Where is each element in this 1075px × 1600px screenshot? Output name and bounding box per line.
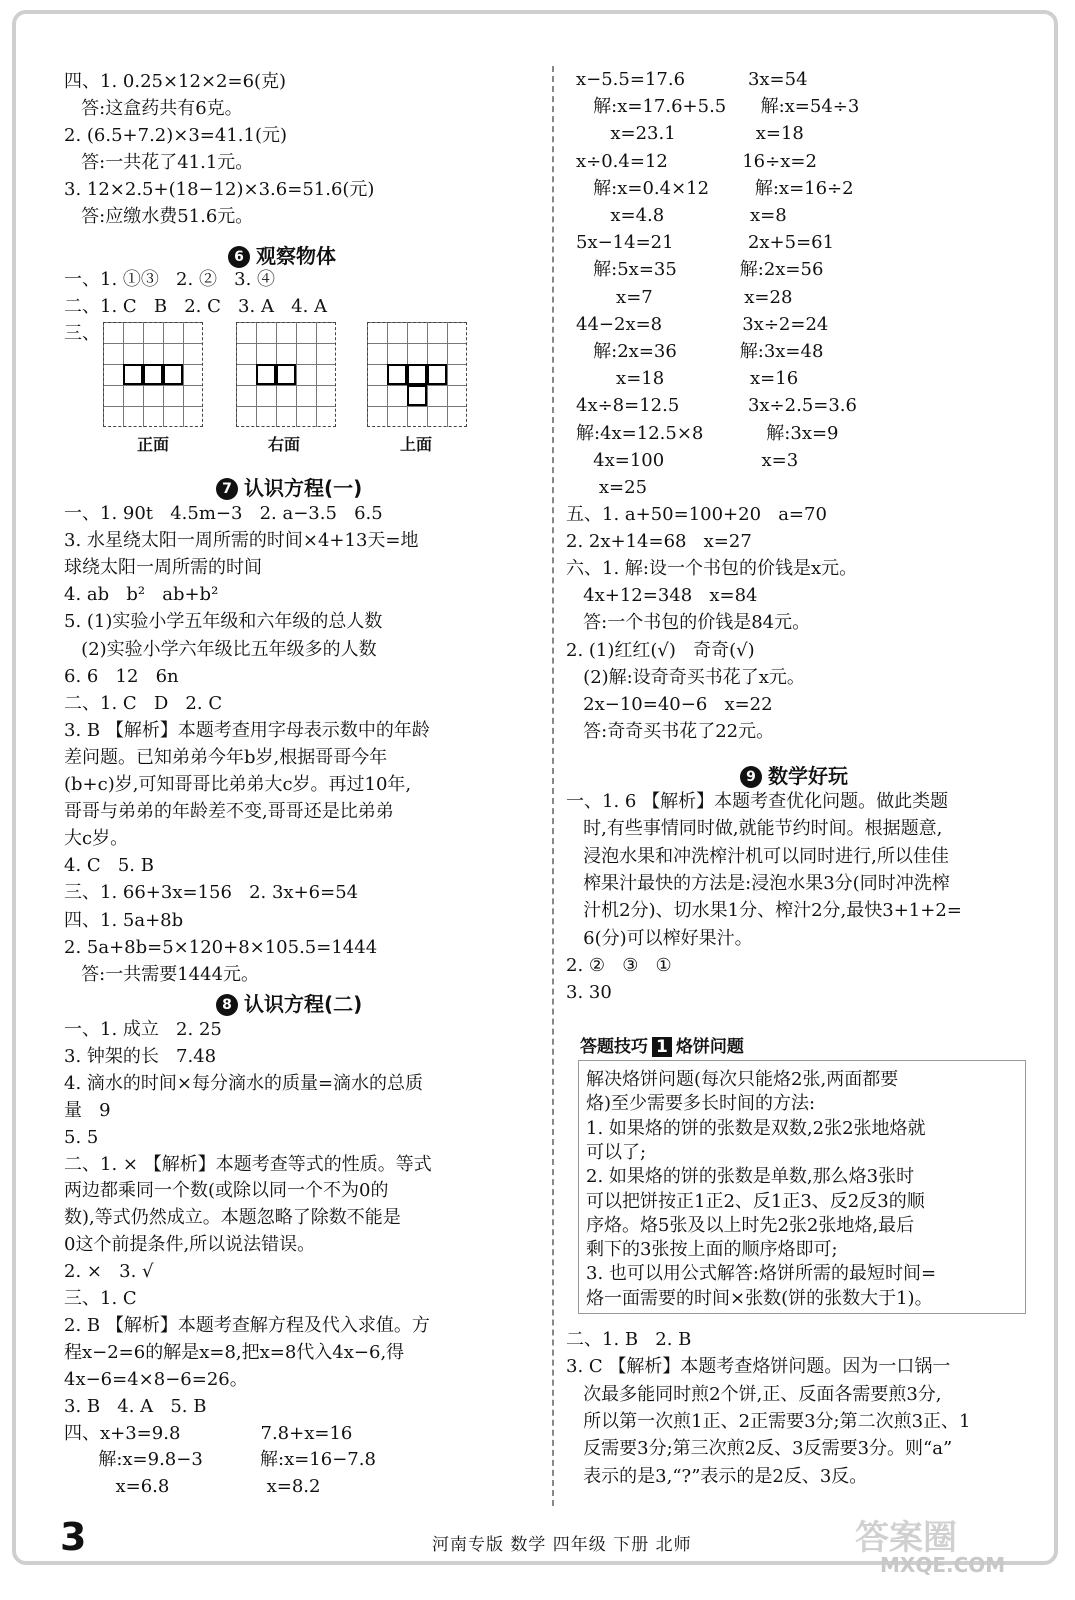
caption-top: 上面 <box>400 435 433 454</box>
text-line: 4x−6=4×8−6=26。 <box>64 1368 248 1390</box>
text-line: 答:奇奇买书花了22元。 <box>566 720 775 742</box>
section-heading <box>216 988 362 1017</box>
column-divider <box>552 66 554 1506</box>
text-line: x=18 x=16 <box>576 368 799 390</box>
text-line: 0这个前提条件,所以说法错误。 <box>64 1234 316 1256</box>
text-line: 六、1. 解:设一个书包的价钱是x元。 <box>566 558 858 580</box>
text-line: x÷0.4=12 16÷x=2 <box>576 150 817 172</box>
text-line: 剩下的3张按上面的顺序烙即可; <box>586 1239 838 1261</box>
text-line: x=4.8 x=8 <box>576 205 787 226</box>
section-number-badge: 7 <box>216 478 238 500</box>
text-line: 5. 5 <box>64 1126 99 1148</box>
text-line: 浸泡水果和冲洗榨汁机可以同时进行,所以佳佳 <box>566 845 949 867</box>
text-line: 3. 钟架的长 7.48 <box>64 1045 217 1067</box>
tip-badge: 1 <box>652 1037 672 1057</box>
text-line: 答:应缴水费51.6元。 <box>64 206 254 227</box>
text-line: 二、1. B 2. B <box>566 1329 692 1350</box>
text-line: 2x−10=40−6 x=22 <box>566 693 773 715</box>
text-line: 答:一个书包的价钱是84元。 <box>566 612 811 634</box>
text-line: 数),等式仍然成立。本题忽略了除数不能是 <box>64 1207 401 1229</box>
text-line: 4. C 5. B <box>64 855 154 877</box>
tip-box <box>578 1060 1026 1314</box>
text-line: x=6.8 x=8.2 <box>64 1476 321 1498</box>
text-line: 二、1. × 【解析】本题考查等式的性质。等式 <box>64 1153 432 1175</box>
text-line: 2. ② ③ ① <box>566 954 672 976</box>
text-line: 两边都乘同一个数(或除以同一个不为0的 <box>64 1180 389 1202</box>
text-line: 解:x=9.8−3 解:x=16−7.8 <box>64 1449 376 1471</box>
text-line: 4x+12=348 x=84 <box>566 585 758 607</box>
text-line: 汁机2分)、切水果1分、榨汁2分,最快3+1+2= <box>566 900 962 922</box>
text-line: 3. 也可以用公式解答:烙饼所需的最短时间= <box>586 1263 937 1285</box>
text-line: 答:一共花了41.1元。 <box>64 152 254 173</box>
text-line: (b+c)岁,可知哥哥比弟弟大c岁。再过10年, <box>64 774 412 795</box>
page-number: 3 <box>60 1515 87 1559</box>
text-line: 2. × 3. √ <box>64 1261 154 1283</box>
text-line: 2. B 【解析】本题考查解方程及代入求值。方 <box>64 1314 430 1336</box>
text-line: x−5.5=17.6 3x=54 <box>576 69 808 90</box>
view-grid-right <box>236 322 336 427</box>
text-line: 解:x=0.4×12 解:x=16÷2 <box>576 177 854 199</box>
text-line: 四、x+3=9.8 7.8+x=16 <box>64 1422 353 1444</box>
text-line: 6. 6 12 6n <box>64 665 179 687</box>
text-line: 表示的是3,“?”表示的是2反、3反。 <box>566 1465 868 1487</box>
text-line: 序烙。烙5张及以上时先2张2张地烙,最后 <box>586 1214 915 1236</box>
text-line: (2)解:设奇奇买书花了x元。 <box>566 666 805 688</box>
text-line: x=23.1 x=18 <box>576 123 804 145</box>
text-line: 二、1. C B 2. C 3. A 4. A <box>64 296 328 317</box>
text-line: 五、1. a+50=100+20 a=70 <box>566 504 827 525</box>
text-line: 一、1. ①③ 2. ② 3. ④ <box>64 269 276 290</box>
text-line: 2. 2x+14=68 x=27 <box>566 531 752 553</box>
text-line: 烙)至少需要多长时间的方法: <box>586 1093 816 1115</box>
section-number-badge: 8 <box>216 994 238 1016</box>
text-line: 解:5x=35 解:2x=56 <box>576 259 824 281</box>
section-heading <box>740 760 848 789</box>
section-number-badge: 9 <box>740 766 762 788</box>
text-line: 三、1. C <box>64 1288 137 1309</box>
text-line: 一、1. 成立 2. 25 <box>64 1019 222 1040</box>
tip-heading <box>580 1032 744 1057</box>
text-line: 时,有些事情同时做,就能节约时间。根据题意, <box>566 818 943 840</box>
section-number-badge: 6 <box>228 246 250 268</box>
footer-text: 河南专版 数学 四年级 下册 北师 <box>432 1535 692 1555</box>
text-line: 4. 滴水的时间×每分滴水的质量=滴水的总质 <box>64 1072 424 1094</box>
text-line: x=7 x=28 <box>576 286 793 308</box>
text-line: 4. ab b² ab+b² <box>64 584 219 606</box>
text-line: 5. (1)实验小学五年级和六年级的总人数 <box>64 611 383 633</box>
section-title: 认识方程(二) <box>244 992 363 1016</box>
caption-right: 右面 <box>268 435 301 454</box>
section-heading <box>228 240 336 269</box>
text-line: 一、1. 90t 4.5m−3 2. a−3.5 6.5 <box>64 503 383 524</box>
section-heading <box>216 472 362 501</box>
text-line: 可以把饼按正1正2、反1正3、反2反3的顺 <box>586 1190 925 1212</box>
text-line: 3. 30 <box>566 982 612 1004</box>
section-title: 观察物体 <box>256 244 336 268</box>
text-line: 3. B 4. A 5. B <box>64 1395 207 1417</box>
view-grid-top <box>367 322 467 427</box>
text-line: 2. (6.5+7.2)×3=41.1(元) <box>64 125 288 146</box>
watermark-url: MXQE.COM <box>880 1553 1006 1577</box>
text-line: 一、1. 6 【解析】本题考查优化问题。做此类题 <box>566 791 949 812</box>
view-grid-front <box>103 322 203 427</box>
text-line: 答:一共需要1444元。 <box>64 963 260 985</box>
text-line: 3. C 【解析】本题考查烙饼问题。因为一口锅一 <box>566 1356 951 1378</box>
text-line: 四、1. 5a+8b <box>64 909 184 931</box>
text-line: 四、1. 0.25×12×2=6(克) <box>64 71 287 92</box>
text-line: 二、1. C D 2. C <box>64 692 223 714</box>
text-line: 榨果汁最快的方法是:浸泡水果3分(同时冲洗榨 <box>566 872 950 894</box>
text-line: 量 9 <box>64 1099 111 1121</box>
text-line: 2. (1)红红(√) 奇奇(√) <box>566 639 755 661</box>
text-line: 解:4x=12.5×8 解:3x=9 <box>576 422 839 444</box>
text-line: 解:2x=36 解:3x=48 <box>576 341 824 362</box>
text-line: 5x−14=21 2x+5=61 <box>576 232 835 254</box>
text-line: 次最多能同时煎2个饼,正、反面各需要煎3分, <box>566 1383 942 1405</box>
caption-front: 正面 <box>137 435 170 454</box>
text-line: x=25 <box>576 477 648 498</box>
text-line: (2)实验小学六年级比五年级多的人数 <box>64 638 377 660</box>
tip-title: 烙饼问题 <box>675 1037 744 1057</box>
text-line: 哥哥与弟弟的年龄差不变,哥哥还是比弟弟 <box>64 801 394 823</box>
text-line: 三、 <box>64 323 100 344</box>
text-line: 解决烙饼问题(每次只能烙2张,两面都要 <box>586 1069 899 1090</box>
text-line: 烙一面需要的时间×张数(饼的张数大于1)。 <box>586 1287 933 1309</box>
text-line: 可以了; <box>586 1141 647 1163</box>
text-line: 程x−2=6的解是x=8,把x=8代入4x−6,得 <box>64 1341 405 1363</box>
text-line: 球绕太阳一周所需的时间 <box>64 557 262 579</box>
section-title: 认识方程(一) <box>244 476 363 500</box>
text-line: 答:这盒药共有6克。 <box>64 98 243 119</box>
text-line: 4x÷8=12.5 3x÷2.5=3.6 <box>576 395 857 417</box>
text-line: 4x=100 x=3 <box>576 449 799 471</box>
text-line: 3. B 【解析】本题考查用字母表示数中的年龄 <box>64 719 430 741</box>
tip-label: 答题技巧 <box>580 1037 648 1057</box>
text-line: 6(分)可以榨好果汁。 <box>566 927 753 949</box>
text-line: 3. 12×2.5+(18−12)×3.6=51.6(元) <box>64 179 375 200</box>
text-line: 三、1. 66+3x=156 2. 3x+6=54 <box>64 882 359 904</box>
text-line: 44−2x=8 3x÷2=24 <box>576 313 829 335</box>
text-line: 2. 5a+8b=5×120+8×105.5=1444 <box>64 936 378 958</box>
text-line: 反需要3分;第三次煎2反、3反需要3分。则“a” <box>566 1438 953 1460</box>
text-line: 3. 水星绕太阳一周所需的时间×4+13天=地 <box>64 530 419 552</box>
text-line: 解:x=17.6+5.5 解:x=54÷3 <box>576 96 860 118</box>
section-title: 数学好玩 <box>768 764 848 788</box>
text-line: 1. 如果烙的饼的张数是双数,2张2张地烙就 <box>586 1117 926 1139</box>
text-line: 所以第一次煎1正、2正需要3分;第二次煎3正、1 <box>566 1410 971 1432</box>
text-line: 大c岁。 <box>64 828 129 850</box>
watermark-logo: 答案圈 <box>855 1518 957 1558</box>
text-line: 2. 如果烙的饼的张数是单数,那么烙3张时 <box>586 1166 915 1188</box>
text-line: 差问题。已知弟弟今年b岁,根据哥哥今年 <box>64 746 388 768</box>
